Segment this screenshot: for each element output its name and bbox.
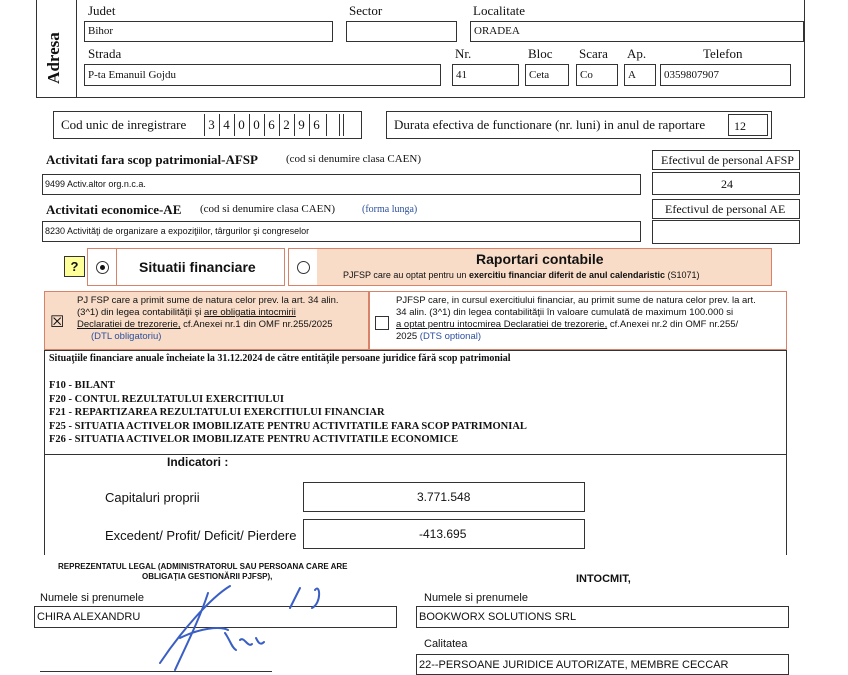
ae-staff-field[interactable] xyxy=(652,220,800,244)
option-right-panel: PJFSP care, in cursul exercitiului financiar, au primit sume de natura celor prev. la art. 34 alin. (3^1) din legea contabilităţii în valoare cumulată de maximum 100.000 si a optat pentru intocmirea Declaratiei de trezorerie, cf.Anexei nr.2 din OMF nr.255/ 2025 (DTS optional) xyxy=(369,291,787,350)
name-field-right[interactable]: BOOKWORX SOLUTIONS SRL xyxy=(416,606,789,628)
checkbox-checked-icon[interactable]: ☒ xyxy=(50,314,65,331)
durata-field[interactable]: 12 xyxy=(728,114,768,136)
radio-selected-icon[interactable] xyxy=(96,261,109,274)
telefon-field[interactable]: 0359807907 xyxy=(660,64,791,86)
sector-field[interactable] xyxy=(346,21,457,42)
cui-label: Cod unic de inregistrare xyxy=(61,117,187,132)
localitate-label: Localitate xyxy=(473,3,525,18)
statement-item: F25 - SITUATIA ACTIVELOR IMOBILIZATE PENTRU ACTIVITATILE FARA SCOP PATRIMONIAL xyxy=(49,420,527,432)
bloc-field[interactable]: Ceta xyxy=(525,64,569,86)
radio-unselected-icon[interactable] xyxy=(297,261,310,274)
statement-item: F20 - CONTUL REZULTATULUI EXERCITIULUI xyxy=(49,393,284,405)
afsp-subtitle: (cod si denumire clasa CAEN) xyxy=(286,153,422,165)
telefon-label: Telefon xyxy=(703,46,743,61)
sector-label: Sector xyxy=(349,3,383,18)
statement-item: F26 - SITUATIA ACTIVELOR IMOBILIZATE PENTRU ACTIVITATILE ECONOMICE xyxy=(49,434,459,445)
calitatea-field[interactable]: 22--PERSOANE JURIDICE AUTORIZATE, MEMBRE CECCAR xyxy=(416,654,789,675)
ae-subtitle: (cod si denumire clasa CAEN) xyxy=(200,203,336,215)
situatii-label: Situatii financiare xyxy=(139,259,256,275)
capital-value-field[interactable]: 3.771.548 xyxy=(303,482,585,512)
calitatea-label: Calitatea xyxy=(424,638,468,650)
statements-panel xyxy=(44,350,787,455)
name-label-left: Numele si prenumele xyxy=(40,592,144,604)
afsp-staff-label-box: Efectivul de personal AFSP xyxy=(652,150,800,170)
ae-title: Activitati economice-AE xyxy=(46,202,182,217)
result-value-field[interactable]: -413.695 xyxy=(303,519,585,549)
strada-field[interactable]: P-ta Emanuil Gojdu xyxy=(84,64,441,86)
statements-intro: Situaţiile financiare anuale încheiate la 31.12.2024 de către entităţile persoane juridice fără scop patrimonial xyxy=(49,353,511,364)
nr-field[interactable]: 41 xyxy=(452,64,519,86)
nr-label: Nr. xyxy=(455,46,472,61)
name-label-right: Numele si prenumele xyxy=(424,592,528,604)
handwritten-signature xyxy=(140,578,340,675)
intocmit-heading: INTOCMIT, xyxy=(576,573,631,585)
statement-item: F21 - REPARTIZAREA REZULTATULUI EXERCITIULUI FINANCIAR xyxy=(49,407,385,418)
ae-staff-label-box: Efectivul de personal AE xyxy=(652,199,800,219)
durata-group xyxy=(386,111,772,139)
result-label: Excedent/ Profit/ Deficit/ Pierdere xyxy=(105,528,297,543)
scara-field[interactable]: Co xyxy=(576,64,618,86)
afsp-title: Activitati fara scop patrimonial-AFSP xyxy=(46,152,258,167)
durata-label: Durata efectiva de functionare (nr. luni) in anul de raportare xyxy=(394,117,706,132)
judet-label: Judet xyxy=(88,3,116,18)
option-left-panel: ☒ PJ FSP care a primit sume de natura celor prev. la art. 34 alin. (3^1) din legea contabilităţii şi are obligatia intocmirii Declaratiei de trezorerie, cf.Anexei nr.1 din OMF nr.255/2025 (DTL obligatoriu) xyxy=(44,291,369,350)
address-side-label: Adresa xyxy=(44,32,63,84)
indicators-title: Indicatori : xyxy=(167,455,229,469)
afsp-staff-field[interactable]: 24 xyxy=(652,172,800,195)
raportari-subtitle: PJFSP care au optat pentru un exercitiu financiar diferit de anul calendaristic (S1071) xyxy=(343,270,700,280)
help-button[interactable]: ? xyxy=(64,256,85,277)
afsp-caen-field[interactable]: 9499 Activ.altor org.n.c.a. xyxy=(42,174,641,195)
checkbox-unchecked-icon[interactable] xyxy=(375,316,389,330)
ae-subtitle-link[interactable]: (forma lunga) xyxy=(362,204,418,215)
scara-label: Scara xyxy=(579,46,608,61)
bloc-label: Bloc xyxy=(528,46,553,61)
capital-label: Capitaluri proprii xyxy=(105,490,200,505)
strada-label: Strada xyxy=(88,46,122,61)
ap-label: Ap. xyxy=(627,46,647,61)
situatii-option[interactable] xyxy=(87,248,285,286)
name-field-left[interactable]: CHIRA ALEXANDRU xyxy=(34,606,397,628)
raportari-title: Raportari contabile xyxy=(476,251,604,267)
localitate-field[interactable]: ORADEA xyxy=(470,21,804,42)
legal-rep-heading: REPREZENTATUL LEGAL (ADMINISTRATORUL SAU PERSOANA CARE ARE OBLIGAŢIA GESTIONĂRII PJFSP), xyxy=(58,562,348,581)
raportari-option[interactable] xyxy=(288,248,772,286)
ap-field[interactable]: A xyxy=(624,64,656,86)
statement-item: F10 - BILANT xyxy=(49,380,115,391)
ae-caen-field[interactable]: 8230 Activităţi de organizare a expoziţiilor, târgurilor şi congreselor xyxy=(42,221,641,242)
judet-field[interactable]: Bihor xyxy=(84,21,333,42)
